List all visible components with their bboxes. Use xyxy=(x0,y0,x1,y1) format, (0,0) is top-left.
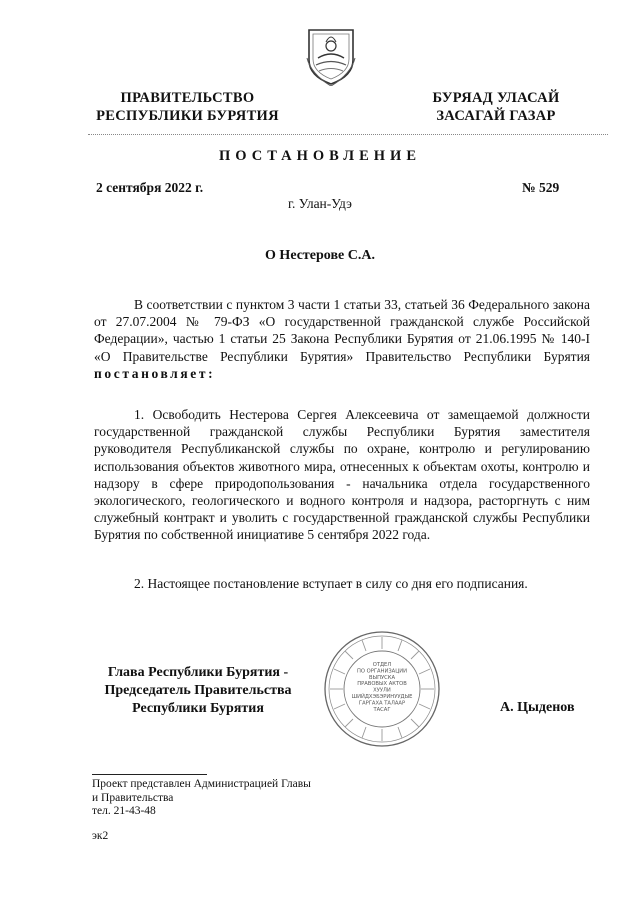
footer-rule xyxy=(92,774,207,775)
stamp-text-line: ОТДЕЛ xyxy=(372,662,392,668)
government-name-russian xyxy=(60,89,315,125)
signatory-name: А. Цыденов xyxy=(500,700,575,715)
footer-line2: и Правительства xyxy=(92,791,174,804)
footer-note xyxy=(92,778,311,819)
footer-line1: Проект представлен Администрацией Главы xyxy=(92,778,311,790)
document-code: эк2 xyxy=(92,830,109,842)
preamble-text: В соответствии с пунктом 3 части 1 статьи 33, статьей 36 Федерального закона от 27.07.2004 № 79-ФЗ «О государственной гражданской службе Российской Федерации», частью 1 статьи 25 Закона Республики Бурятия от 21.06.1995 № 140-I «О Правительстве Республики Бурятия» Правительство Республики Бурятия xyxy=(94,297,590,364)
gov-right-line1: БУРЯАД УЛАСАЙ xyxy=(432,90,560,106)
gov-left-line2: РЕСПУБЛИКИ БУРЯТИЯ xyxy=(96,108,279,124)
signatory-title-line1: Глава Республики Бурятия - xyxy=(107,665,289,680)
document-number: № 529 xyxy=(522,180,560,195)
stamp-text-line: ТАСАГ xyxy=(373,706,391,713)
coat-of-arms-emblem xyxy=(305,24,357,86)
stamp-text-line: ПО ОРГАНИЗАЦИИ xyxy=(356,668,408,675)
stamp-text-line: ГАРГАХА ТАЛААР xyxy=(358,700,406,707)
stamp-text-line: ПРАВОВЫХ АКТОВ xyxy=(357,681,407,688)
header-divider xyxy=(88,134,608,135)
preamble-paragraph xyxy=(94,296,590,382)
stamp-text-line: ШИЙДХЭБЭРИНУУДЫЕ xyxy=(351,694,413,700)
gov-left-line1: ПРАВИТЕЛЬСТВО xyxy=(120,90,255,106)
clause-2-paragraph: 2. Настоящее постановление вступает в силу со дня его подписания. xyxy=(134,576,528,591)
stamp-text-line: ХУУЛИ xyxy=(373,687,391,694)
signatory-title xyxy=(88,664,308,718)
document-type-title: ПОСТАНОВЛЕНИЕ xyxy=(218,148,421,164)
document-subject: О Нестерове С.А. xyxy=(265,248,375,263)
official-stamp xyxy=(323,630,441,748)
stamp-text-line: ВЫПУСКА xyxy=(368,674,396,681)
government-name-buryat xyxy=(386,89,606,125)
clause-1-paragraph: 1. Освободить Нестерова Сергея Алексеевича от замещаемой должности государственной гражданской службы Республики Бурятия заместителя руководителя Республиканской службы по охране, контролю и регулированию использования объектов животного мира, отнесенных к объектам охоты, контролю и надзору в сфере природопользования - начальника отдела государственного экологического, геологического и водного контроля и надзора, расторгнуть с ним служебный контракт и уволить с государственной гражданской службы Республики Бурятия по собственной инициативе 5 сентября 2022 года. xyxy=(94,407,590,543)
signatory-title-line2: Председатель Правительства xyxy=(104,683,292,698)
gov-right-line2: ЗАСАГАЙ ГАЗАР xyxy=(436,108,556,124)
document-city: г. Улан-Удэ xyxy=(288,196,352,211)
footer-line3: тел. 21-43-48 xyxy=(92,805,156,818)
resolves-keyword: постановляет: xyxy=(94,365,216,381)
document-date: 2 сентября 2022 г. xyxy=(96,180,204,195)
signatory-title-line3: Республики Бурятия xyxy=(132,701,264,716)
